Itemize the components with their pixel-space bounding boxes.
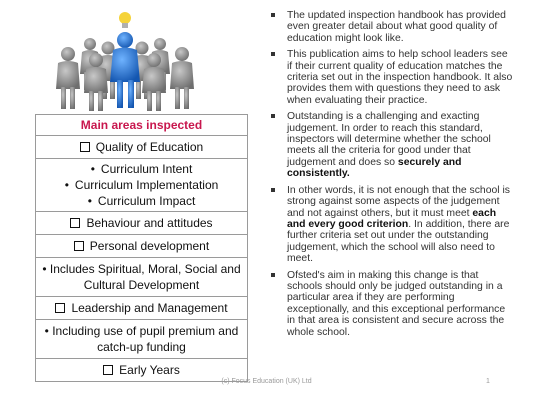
bullet-icon: • [44, 324, 53, 338]
checkbox-icon [80, 142, 90, 152]
main-areas-table [35, 114, 248, 382]
page-number: 1 [486, 378, 490, 385]
lightbulb-icon [119, 12, 131, 28]
table-header: Main areas inspected [36, 115, 248, 136]
notes-list [265, 10, 515, 343]
team-leader-illustration [50, 8, 200, 112]
list-item: In other words, it is not enough that the school is strong against some aspects of the judgement and not against others, but it must meet each and every good criterion. In addition, there are further criteria set out under the outstanding judgement, which the school will also need to meet. [265, 185, 515, 265]
checkbox-icon [55, 303, 65, 313]
table-row: • Includes Spiritual, Moral, Social and Cultural Development [36, 258, 248, 297]
list-item: Ofsted's aim in making this change is that schools should only be judged outstanding in a particular area if they are performing exceptionally, and this exceptional performance in that area is consistent and secure across the whole school. [265, 270, 515, 338]
list-item: This publication aims to help school leaders see if their current quality of education matches the criteria set out in the inspection handbook. It also provides them with questions they need to ask when evaluating their practice. [265, 49, 515, 106]
checkbox-icon [74, 241, 84, 251]
footer-copyright: (c) Focus Education (UK) Ltd [221, 378, 312, 385]
list-item: The updated inspection handbook has provided even greater detail about what good quality of education might look like. [265, 10, 515, 44]
table-row: Leadership and Management [36, 297, 248, 320]
table-row: Personal development [36, 235, 248, 258]
table-row: • Including use of pupil premium and catch-up funding [36, 320, 248, 359]
list-item: Outstanding is a challenging and exacting judgement. In order to reach this standard, inspectors will determine whether the school meets all the criteria for good under that judgement and does so securely and consistently. [265, 111, 515, 179]
table-row: Early Years [36, 359, 248, 382]
table-row: Behaviour and attitudes [36, 212, 248, 235]
checkbox-icon [103, 365, 113, 375]
bullet-icon: • [42, 262, 50, 276]
table-row: • Curriculum Intent • Curriculum Implementation • Curriculum Impact [36, 159, 248, 212]
checkbox-icon [70, 218, 80, 228]
table-row: Quality of Education [36, 136, 248, 159]
